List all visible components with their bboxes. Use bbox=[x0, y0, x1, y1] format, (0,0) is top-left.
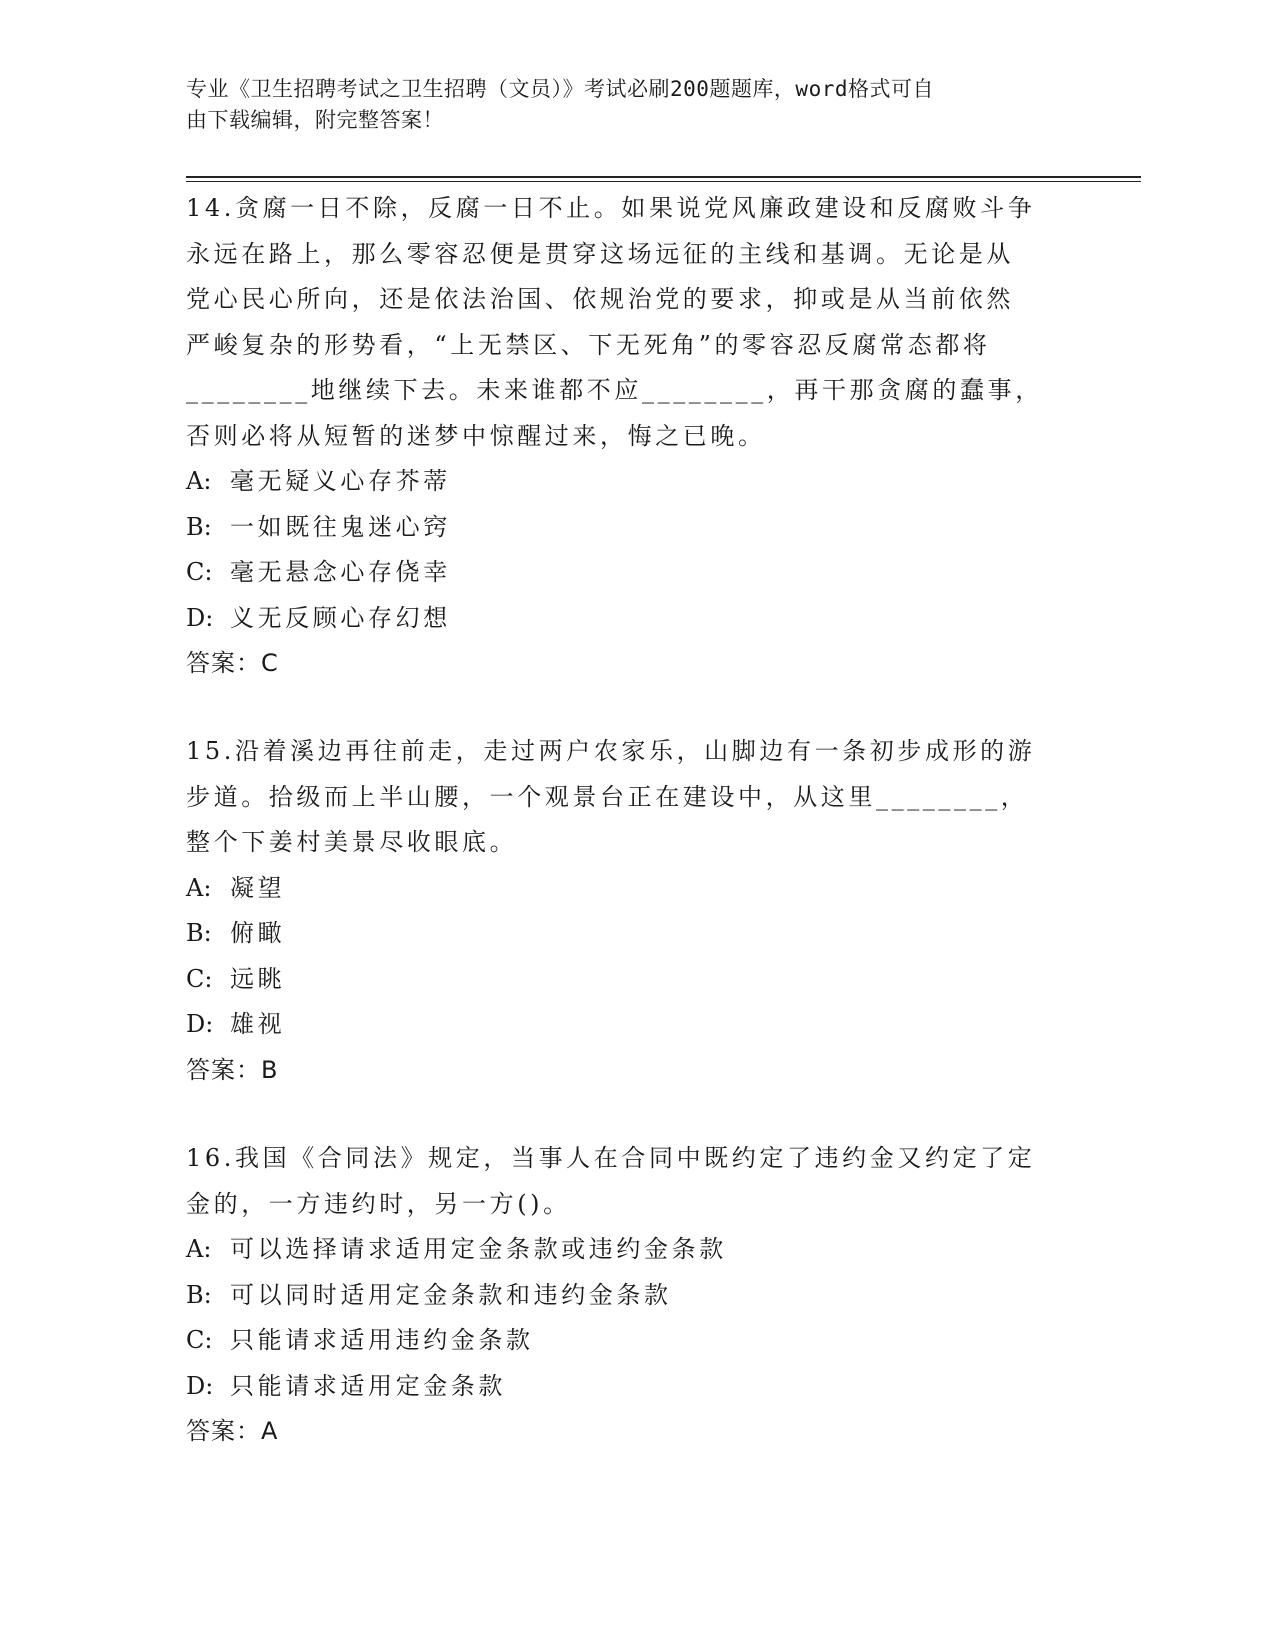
option-b bbox=[186, 911, 1066, 957]
header-divider-thick bbox=[186, 176, 1141, 178]
option-d bbox=[186, 1002, 1066, 1048]
option-text: 只能请求适用违约金条款 bbox=[230, 1326, 534, 1354]
question-15 bbox=[186, 729, 1066, 1093]
option-b bbox=[186, 505, 1066, 551]
option-b bbox=[186, 1273, 1066, 1319]
option-key: A: bbox=[186, 1235, 212, 1263]
option-text: 凝望 bbox=[230, 873, 286, 902]
header-line-2: 由下载编辑，附完整答案！ bbox=[186, 108, 444, 132]
question-stem-line: 16.我国《合同法》规定，当事人在合同中既约定了违约金又约定了定 bbox=[186, 1144, 1036, 1172]
option-a bbox=[186, 1227, 1066, 1273]
option-text: 毫无悬念心存侥幸 bbox=[230, 558, 451, 586]
option-text: 可以同时适用定金条款和违约金条款 bbox=[230, 1280, 672, 1309]
option-c bbox=[186, 957, 1066, 1003]
answer-line: 答案：C bbox=[186, 649, 279, 677]
question-stem-line: 步道。拾级而上半山腰，一个观景台正在建设中，从这里________， bbox=[186, 782, 1029, 811]
option-a bbox=[186, 459, 1066, 505]
question-stem-line: 党心民心所向，还是依法治国、依规治党的要求，抑或是从当前依然 bbox=[186, 285, 1014, 313]
question-stem-line: 永远在路上，那么零容忍便是贯穿这场远征的主线和基调。无论是从 bbox=[186, 239, 1014, 268]
option-text: 远眺 bbox=[230, 964, 286, 993]
document-header bbox=[186, 74, 1066, 136]
question-14 bbox=[186, 186, 1066, 687]
question-stem-line: 否则必将从短暂的迷梦中惊醒过来，悔之已晚。 bbox=[186, 421, 766, 450]
option-key: D: bbox=[186, 603, 214, 632]
question-stem-line: 整个下姜村美景尽收眼底。 bbox=[186, 828, 518, 856]
option-key: D: bbox=[186, 1371, 214, 1400]
option-key: A: bbox=[186, 467, 212, 495]
question-stem-line: 金的，一方违约时，另一方()。 bbox=[186, 1189, 571, 1218]
option-text: 雄视 bbox=[230, 1010, 286, 1038]
option-key: C: bbox=[186, 558, 213, 586]
option-key: B: bbox=[186, 919, 212, 947]
question-16 bbox=[186, 1136, 1066, 1455]
option-c bbox=[186, 550, 1066, 596]
option-key: D: bbox=[186, 1010, 214, 1038]
answer-line: 答案：A bbox=[186, 1417, 279, 1445]
option-d bbox=[186, 596, 1066, 642]
option-key: C: bbox=[186, 964, 213, 993]
option-key: A: bbox=[186, 873, 212, 902]
question-stem-line: ________地继续下去。未来谁都不应________，再干那贪腐的蠢事， bbox=[186, 376, 1043, 404]
option-d bbox=[186, 1364, 1066, 1410]
option-key: C: bbox=[186, 1326, 213, 1354]
answer-line: 答案：B bbox=[186, 1055, 279, 1084]
question-stem-line: 严峻复杂的形势看，“上无禁区、下无死角”的零容忍反腐常态都将 bbox=[186, 330, 991, 359]
option-key: B: bbox=[186, 512, 212, 541]
option-key: B: bbox=[186, 1280, 212, 1309]
question-stem-line: 15.沿着溪边再往前走，走过两户农家乐，山脚边有一条初步成形的游 bbox=[186, 737, 1036, 765]
option-text: 俯瞰 bbox=[230, 919, 286, 947]
option-a bbox=[186, 866, 1066, 912]
option-text: 毫无疑义心存芥蒂 bbox=[230, 467, 451, 495]
header-divider-thin bbox=[186, 181, 1141, 182]
option-text: 只能请求适用定金条款 bbox=[230, 1371, 506, 1400]
option-text: 可以选择请求适用定金条款或违约金条款 bbox=[230, 1235, 727, 1263]
question-stem-line: 14.贪腐一日不除，反腐一日不止。如果说党风廉政建设和反腐败斗争 bbox=[186, 194, 1036, 222]
header-line-1: 专业《卫生招聘考试之卫生招聘（文员）》考试必刷200题题库，word格式可自 bbox=[186, 77, 934, 101]
option-text: 义无反顾心存幻想 bbox=[230, 603, 451, 632]
option-c bbox=[186, 1318, 1066, 1364]
option-text: 一如既往鬼迷心窍 bbox=[230, 512, 451, 541]
